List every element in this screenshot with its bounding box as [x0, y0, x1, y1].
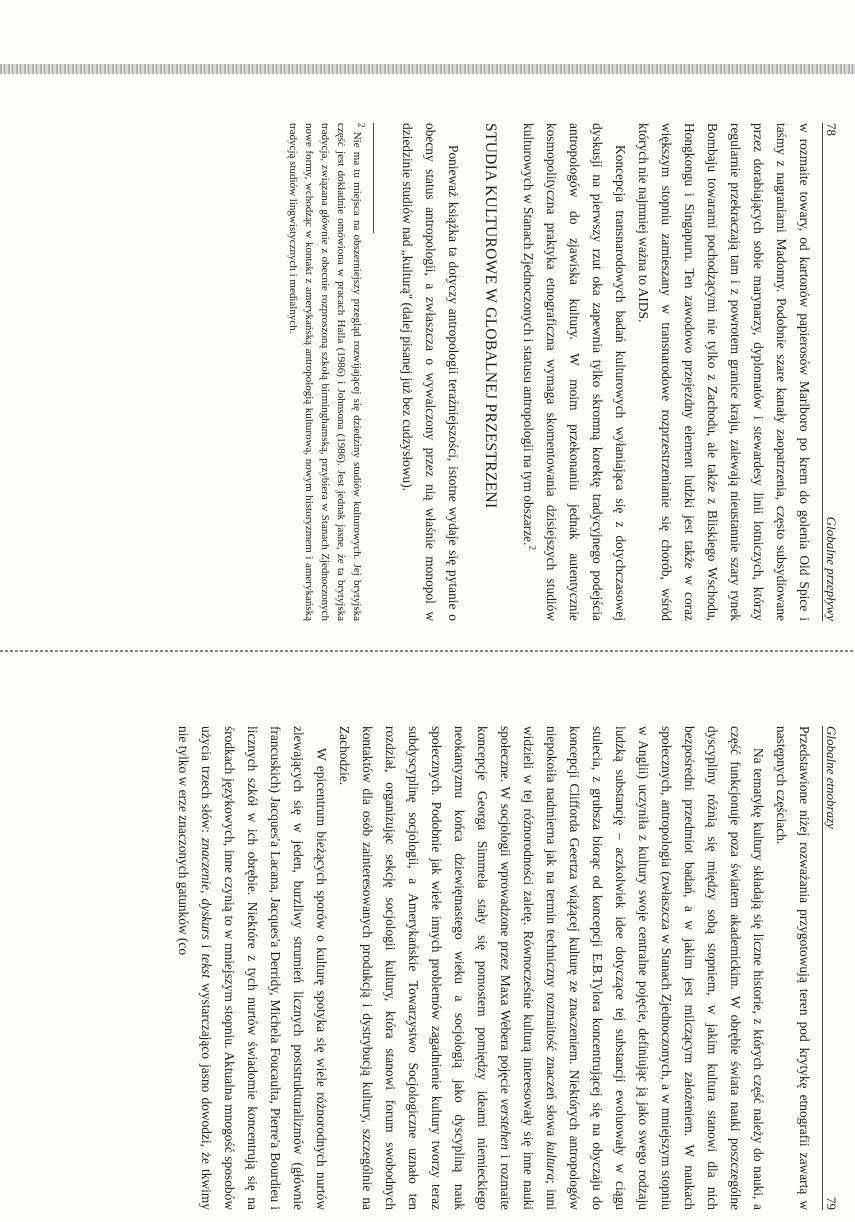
emphasis: verstehen: [498, 1098, 513, 1150]
page-number: 79: [824, 1197, 839, 1210]
scan-border: [0, 64, 855, 74]
paragraph: [517, 123, 632, 621]
page-78: [40, 105, 845, 635]
emphasis: znaczenie, dyskurs: [199, 838, 214, 940]
page-number: 78: [824, 123, 839, 136]
paragraph-text: Koncepcja transnarodowych badań kulturowych wyłaniająca się z dotychczasowej dyskusji na pierwszy rzut oka zapewnia tylko skromną korektę tradycyjnego podejścia antropologów do zjawiska kultury. W moim przekonaniu jednak autentycznie kosmopolityczna praktyka etnograficzna wymaga skomentowania dzisiejszych studiów kulturowych w Stanach Zjednoczonych i statusu antropologii na tym obszarze.: [521, 123, 628, 621]
paragraph: Przedstawione niżej rozważania przygotowują teren pod krytykę etnografii zawartą w następnych częściach.: [774, 726, 812, 1210]
footnote-reference: 2: [527, 545, 538, 550]
paragraph: w rozmaite towary, od kartonów papierosów Marlboro po krem do golenia Old Spice i taśmy z nagraniami Madonny. Podobnie szare kanały zaopatrzenia, często subsydiowane przez dorabiających sobie marynarzy, dyplomatów i stewardesy linii lotniczych, którzy regularnie przekraczają tam i z powrotem granice kraju, zalewają nieustannie szary rynek Bombaju towarami pochodzącymi nie tylko z Zachodu, ale także z Bliskiego Wschodu, Hongkongu i Singapuru. Ten zawodowo przejezdny element ludzki jest także w coraz większym stopniu zamieszany w transnarodowe rozprzestrzenianie się chorób, wśród których nie najmniej ważna to AIDS.: [636, 123, 812, 621]
footnote-number: 2: [356, 123, 367, 128]
page-79-header: [822, 726, 845, 1210]
running-header: Globalne przepływy: [824, 516, 839, 621]
page-79: [15, 712, 845, 1222]
paragraph: Ponieważ książka ta dotyczy antropologii teraźniejszości, istotne wydaje się pytanie o obecny status antropologii, a zwłaszcza o wywalczony przez nią właśnie monopol w dziedzinie studiów nad „kulturą" (dalej pisanej już bez cudzysłowu).: [400, 123, 461, 621]
paragraph: [333, 726, 770, 1210]
paragraph-text: i rozmaite koncepcje Georga Simmela stały się pomostem pomiędzy ideami niemieckiego neokantyzmu końca dziewiętnastego wieku a socjologią jako dyscypliną nauk społecznych. Podobnie jak wiele innych problemów zagadnienie kultury tworzy teraz subdyscyplinę socjologii, a Amerykańskie Towarzystwo Socjologiczne uznało ten rozdział, organizując sekcję socjologii kultury, która stanowi forum swobodnych kontaktów dla osób zainteresowanych produkcją i dystrybucją kultury, szczególnie na Zachodzie.: [337, 726, 513, 1210]
footnote: [285, 123, 365, 621]
emphasis: kultura: [544, 1141, 559, 1181]
paragraph-text: Na tematykę kultury składają się liczne historie, z których część należy do nauki, a część funkcjonuje poza światem akademickim. W obrębie świata nauki poszczególne dyscypliny różnią się między sobą stopniem, w jakim kultura stanowi dla nich bezpośredni przedmiot badań, a w jakim jest milczącym założeniem. W naukach społecznych, antropologia (zwłaszcza w Stanach Zjednoczonych, a w mniejszym stopniu w Anglii) uczyniła z kultury swoje centralne pojęcie, definiując ją jako swego rodzaju ludzką substancję – aczkolwiek idee dotyczące tej substancji ewoluowały w ciągu stulecia, z grubsza biorąc od koncepcji E.B.Tylora koncentrującej się na obyczaju do koncepcji Clifforda Geertza wiążącej kulturę ze znaczeniem. Niektórych antropologów niepokoiła nadmierna jak na termin techniczny rozmaitość znaczeń słowa: [544, 726, 766, 1210]
emphasis: tekst: [199, 953, 214, 978]
paragraph-text: i: [199, 944, 214, 949]
footnote-divider: [373, 123, 374, 233]
running-header: Globalne etnobrazy: [824, 726, 839, 829]
section-heading: STUDIA KULTUROWE W GLOBALNEJ PRZESTRZENI: [482, 123, 499, 509]
page-78-header: [822, 123, 845, 621]
paragraph-text: wystarczająco jasno dowodzi, że tkwimy nie tylko w erze znaczonych gatunków (co: [176, 726, 214, 1210]
paragraph: [172, 726, 333, 1210]
paragraph-text: ; inni widzieli w tej różnorodności zaletę. Równocześnie kulturą interesowały się inne nauki społeczne. W socjologii wprowadzone przez Maxa Webera pojęcie: [498, 726, 559, 1210]
paragraph-text: W epicentrum bieżących sporów o kulturę spotyka się wiele różnorodnych nurtów zlewających się w jeden, burzliwy strumień licznych poststrukturalizmów (głównie francuskich) Jacques'a Lacana, Jacques'a Derridy, Michela Foucaulta, Pierre'a Bourdieu i licznych szkół w ich obrębie. Niektóre z tych nurtów świadomie koncentrują się na środkach językowych, inne czynią to w mniejszym stopniu. Aktualna mnogość sposobów użycia trzech słów:: [199, 726, 329, 1210]
footnote-text: Nie ma tu miejsca na obszerniejszy przegląd rozwijającej się dziedziny studiów kulturowych. Jej brytyjska część jest dokładnie omówiona w pracach Halla (1986) i Johnsona (1986). Jest jednak jasne, że ta brytyjska tradycja, związana głównie z obecnie rozproszoną szkołą birminghamską, przybiera w Stanach Zjednoczonych nowe formy, wchodząc w kontakt z amerykańską antropologią kulturową, nowym historyzmem i amerykańską tradycją studiów lingwistycznych i medialnych.: [287, 123, 363, 621]
page-fold: [0, 650, 855, 652]
